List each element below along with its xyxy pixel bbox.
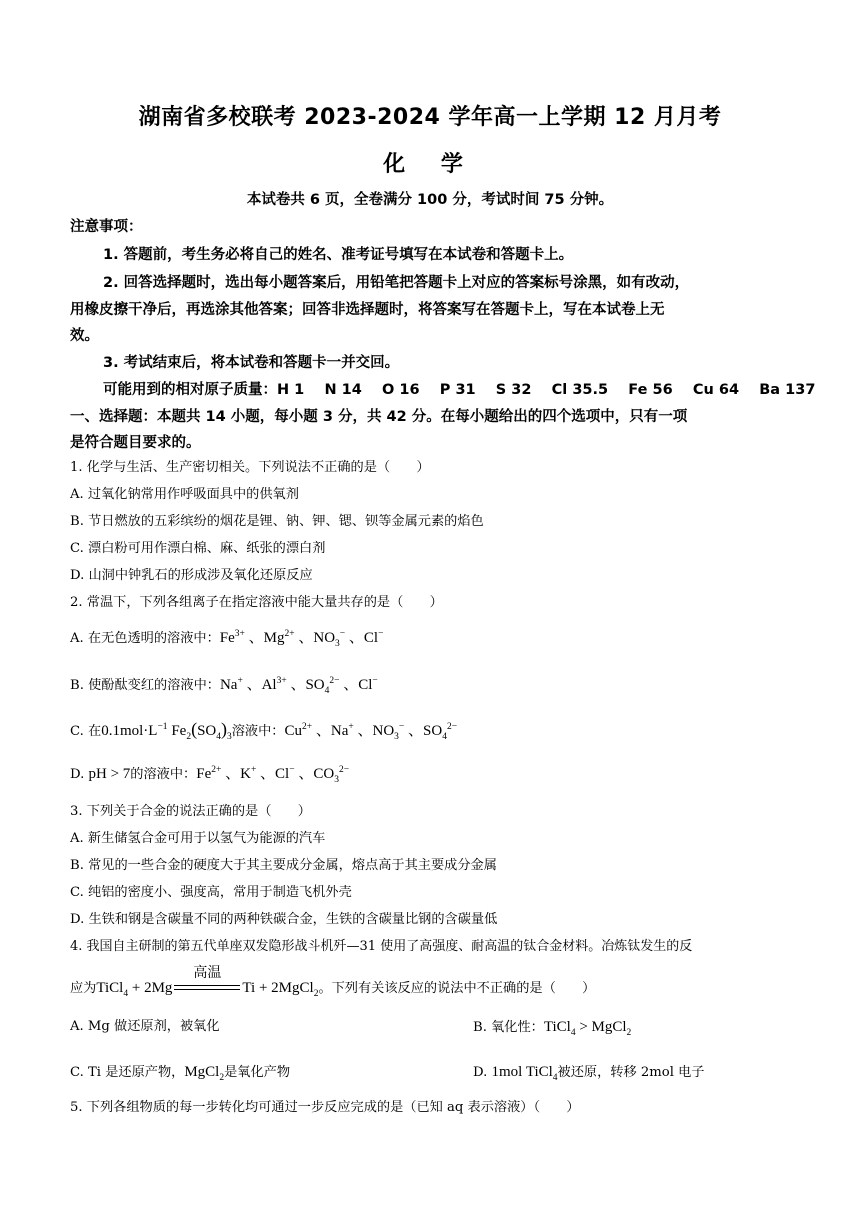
q4-stem-prefix: 应为 bbox=[70, 981, 97, 996]
q4-option-c-label: C. Ti 是还原产物， bbox=[70, 1065, 185, 1080]
q4-option-c-formula: MgCl$_2$ bbox=[184, 1064, 225, 1083]
reaction-equals-sign bbox=[174, 964, 240, 994]
q2-option-a-formula: $Fe^{3+}$ 、$Mg^{2+}$ 、$NO_3^-$ 、Cl− bbox=[219, 629, 384, 649]
q3-option-b: B. 常见的一些合金的硬度大于其主要成分金属，熔点高于其主要成分金属 bbox=[70, 858, 497, 873]
q4-stem-suffix: 。下列有关该反应的说法中不正确的是（ ） bbox=[318, 981, 596, 996]
q2-option-d-formula-1: pH > 7 bbox=[88, 766, 131, 782]
q4-option-c bbox=[70, 1064, 291, 1083]
note-item-2-line-2: 用橡皮擦干净后，再选涂其他答案；回答非选择题时，将答案写在答题卡上，写在本试卷上无 bbox=[70, 302, 665, 318]
note-item-2-line-3: 效。 bbox=[70, 328, 99, 344]
q2-option-c-formula-2: $Cu^{2+}$ 、Na+ 、$NO_3^-$ 、$SO_4^{2-}$ bbox=[284, 722, 458, 742]
notes-heading: 注意事项： bbox=[70, 219, 143, 235]
q5-stem: 5. 下列各组物质的每一步转化均可通过一步反应完成的是（已知 aq 表示溶液）（ ） bbox=[70, 1100, 580, 1115]
q4-option-b-label: B. 氧化性： bbox=[473, 1020, 544, 1035]
exam-intro: 本试卷共 6 页，全卷满分 100 分，考试时间 75 分钟。 bbox=[246, 192, 614, 208]
note-item-2-line-1: 2. 回答选择题时，选出每小题答案后，用铅笔把答题卡上对应的答案标号涂黑，如有改动， bbox=[103, 275, 690, 291]
q2-option-d-mid: 的溶液中： bbox=[130, 767, 197, 782]
q1-option-d: D. 山洞中钟乳石的形成涉及氧化还原反应 bbox=[70, 568, 313, 583]
note-item-1: 1. 答题前，考生务必将自己的姓名、准考证号填写在本试卷和答题卡上。 bbox=[103, 247, 574, 263]
q2-option-c-mid: 溶液中： bbox=[231, 724, 285, 739]
q4-option-c-suffix: 是氧化产物 bbox=[224, 1065, 291, 1080]
note-item-3: 3. 考试结束后，将本试卷和答题卡一并交回。 bbox=[103, 355, 400, 371]
q2-option-a bbox=[70, 628, 800, 649]
q2-option-d-label: D. bbox=[70, 767, 89, 782]
q4-options-row-1 bbox=[70, 1017, 800, 1037]
q3-option-d: D. 生铁和钢是含碳量不同的两种铁碳合金，生铁的含碳量比钢的含碳量低 bbox=[70, 912, 498, 927]
q4-option-d bbox=[473, 1062, 704, 1083]
q2-stem: 2. 常温下，下列各组离子在指定溶液中能大量共存的是（ ） bbox=[70, 595, 443, 610]
q2-option-c-formula-1: $0.1mol\cdot L^{-1}$ $Fe_2(SO_4)_3$ bbox=[101, 719, 232, 742]
q2-option-d-formula-2: $Fe^{2+}$ 、K+ 、Cl− 、$CO_3^{2-}$ bbox=[196, 765, 350, 785]
q4-stem-line-2 bbox=[70, 964, 800, 999]
q2-option-b-formula: Na+ 、$Al^{3+}$ 、$SO_4^{2-}$ 、Cl− bbox=[219, 676, 378, 696]
q3-option-c: C. 纯铝的密度小、强度高，常用于制造飞机外壳 bbox=[70, 885, 352, 900]
q4-option-a: A. Mg 做还原剂，被氧化 bbox=[70, 1019, 220, 1034]
exam-title: 湖南省多校联考 2023-2024 学年高一上学期 12 月月考 bbox=[138, 105, 722, 130]
q1-option-b: B. 节日燃放的五彩缤纷的烟花是锂、钠、钾、锶、钡等金属元素的焰色 bbox=[70, 514, 484, 529]
q4-option-d-formula: 1mol TiCl$_4$ bbox=[491, 1064, 558, 1083]
q4-products: Ti + 2MgCl$_2$ bbox=[242, 980, 319, 999]
section-1-line-2: 是符合题目要求的。 bbox=[70, 435, 201, 451]
section-1-line-1: 一、选择题：本题共 14 小题，每小题 3 分，共 42 分。在每小题给出的四个选项中，只有一项 bbox=[70, 409, 688, 425]
q3-stem: 3. 下列关于合金的说法正确的是（ ） bbox=[70, 804, 311, 819]
q1-option-a: A. 过氧化钠常用作呼吸面具中的供氧剂 bbox=[70, 487, 299, 502]
q4-option-b-formula: TiCl$_4$ > MgCl$_2$ bbox=[543, 1019, 632, 1038]
q4-option-d-suffix: 被还原，转移 2mol 电子 bbox=[557, 1065, 705, 1080]
q1-option-c: C. 漂白粉可用作漂白棉、麻、纸张的漂白剂 bbox=[70, 541, 326, 556]
q2-option-c bbox=[70, 719, 800, 742]
q4-stem-line-1: 4. 我国自主研制的第五代单座双发隐形战斗机歼—31 使用了高强度、耐高温的钛合金材料。冶炼钛发生的反 bbox=[70, 939, 693, 954]
subject-title: 化 学 bbox=[383, 152, 477, 177]
q4-option-b bbox=[473, 1017, 631, 1038]
q1-stem: 1. 化学与生活、生产密切相关。下列说法不正确的是（ ） bbox=[70, 460, 430, 475]
q3-option-a: A. 新生储氢合金可用于以氢气为能源的汽车 bbox=[70, 831, 326, 846]
q4-options-row-2 bbox=[70, 1062, 800, 1083]
q2-option-b bbox=[70, 675, 800, 696]
q4-option-d-label: D. bbox=[473, 1065, 492, 1080]
q2-option-d bbox=[70, 764, 800, 785]
q2-option-a-label: A. 在无色透明的溶液中： bbox=[70, 631, 220, 646]
q2-option-c-label: C. 在 bbox=[70, 724, 102, 739]
reaction-condition: 高温 bbox=[193, 964, 222, 981]
q4-reactants: TiCl$_4$ + 2Mg bbox=[96, 980, 173, 999]
atomic-masses: 可能用到的相对原子质量：H 1 N 14 O 16 P 31 S 32 Cl 35.5 Fe 56 Cu 64 Ba 137 bbox=[103, 382, 816, 398]
q2-option-b-label: B. 使酚酞变红的溶液中： bbox=[70, 678, 220, 693]
